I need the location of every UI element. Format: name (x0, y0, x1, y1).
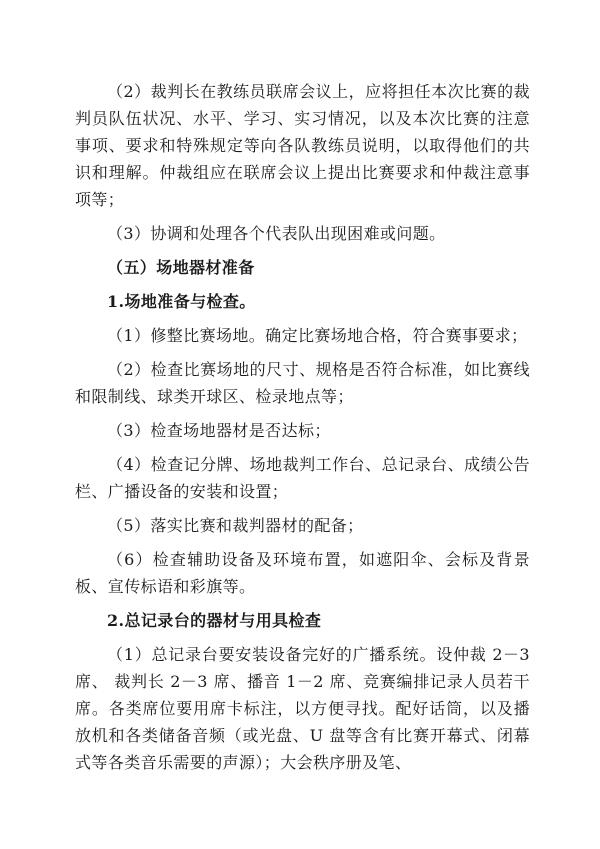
list-item: （2）检查比赛场地的尺寸、规格是否符合标准，如比赛线和限制线、球类开球区、检录地点等； (75, 360, 530, 406)
subheading-venue-check: 1.场地准备与检查。 (107, 292, 256, 311)
list-item: （3）检查场地器材是否达标； (107, 421, 331, 440)
section-heading-venue-equipment: （五）场地器材准备 (107, 258, 255, 277)
list-item: （6）检查辅助设备及环境布置，如遮阳伞、会标及背景板、宣传标语和彩旗等。 (75, 550, 530, 596)
paragraph-referee-meeting: （2）裁判长在教练员联席会议上，应将担任本次比赛的裁判员队伍状况、水平、学习、实习情况，以及本次比赛的注意事项、要求和特殊规定等向各队教练员说明，以取得他们的共识和理解。仲裁组应在联席会议上提出比赛要求和仲裁注意事项等； (75, 82, 530, 209)
paragraph-coordinate-issues: （3）协调和处理各个代表队出现困难或问题。 (107, 224, 446, 243)
list-item: （5）落实比赛和裁判器材的配备； (107, 516, 364, 535)
document-body (75, 78, 530, 783)
list-item: （1）修整比赛场地。确定比赛场地合格，符合赛事要求； (107, 326, 528, 345)
subheading-record-table-check: 2.总记录台的器材与用具检查 (107, 611, 322, 630)
list-item: （4）检查记分牌、场地裁判工作台、总记录台、成绩公告栏、广播设备的安装和设置； (75, 455, 530, 501)
list-item: （1）总记录台要安装设备完好的广播系统。设仲裁 2－3 席、 裁判长 2－3 席、播音 1－2 席、竞赛编排记录人员若干席。各类席位要用席卡标注，以方便寻找。配好话筒，以及播放机和各类储备音频（或光盘、U 盘等含有比赛开幕式、闭幕式等各类音乐需要的声源）；大会秩序册及笔、 (75, 645, 530, 772)
